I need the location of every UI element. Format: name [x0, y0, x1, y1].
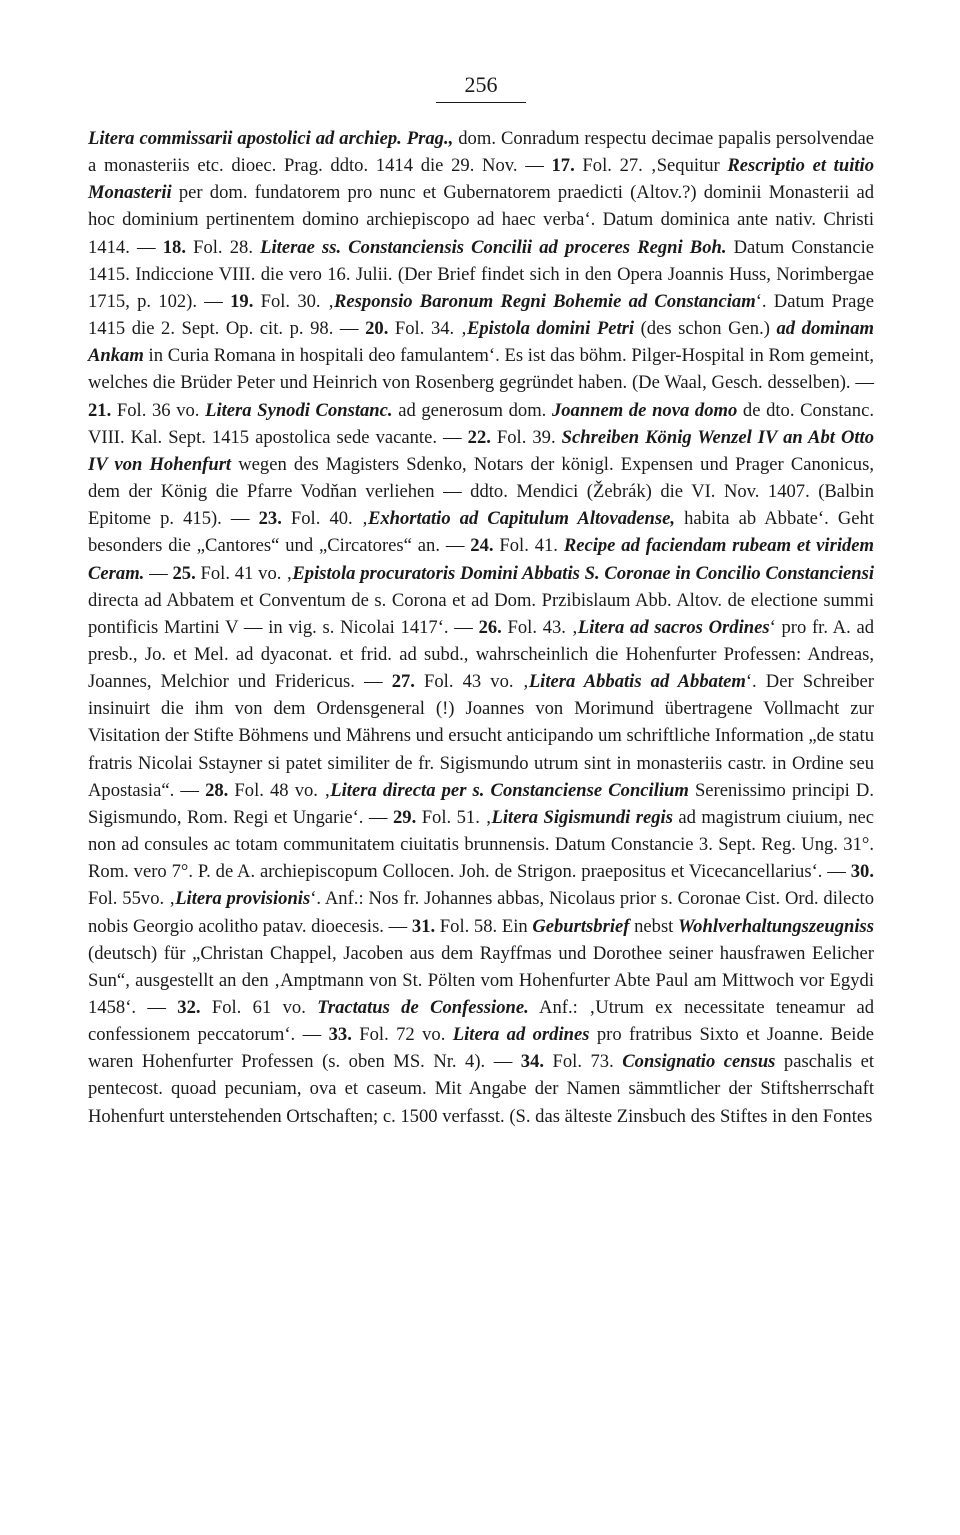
text-run: paschalis et pentecost. quoad pecuniam, ova et caseum. Mit Angabe der Namen sämmtlicher der Stiftsherrschaft Hohenfurt unterstehenden Ortschaften; c. 1500 verfasst. (S. das älteste Zinsbuch des Stiftes in den Fontes [88, 1051, 874, 1127]
italic-title: Litera provisionis [175, 888, 311, 910]
item-number: 18. [162, 236, 186, 258]
text-run: habita ab Abbate‘. Geht besonders die „Cantores“ und „Circatores“ an. — [88, 508, 874, 557]
item-number: 27. [391, 671, 415, 693]
italic-title: Epistola procuratoris Domini Abbatis S. Coronae in Concilio Constanciensi [292, 562, 874, 584]
text-run: ‘. Der Schreiber insinuirt die ihm von dem Ordensgeneral (!) Joannes von Morimund übertragene Vollmacht zur Visitation der Stifte Böhmens und Mährens und ersucht anticipando um schriftliche Information „de statu fratris Nicolai Sstayner si patet similiter de fr. Sigismundo utrum sint in monasteriis castr. in Ordine seu Apostasia“. — [88, 671, 874, 801]
item-number: 34. [520, 1051, 545, 1073]
item-number: 33. [328, 1024, 352, 1046]
italic-title: Litera ad sacros Ordines [577, 616, 770, 638]
text-run: de dto. Constanc. VIII. Kal. Sept. 1415 apostolica sede vacante. — [88, 399, 874, 448]
item-number: 31. [411, 915, 436, 937]
italic-title: Responsio Baronum Regni Bohemie ad Constanciam [334, 290, 756, 312]
text-run: Serenissimo principi D. Sigismundo, Rom. Regi et Ungarie‘. — [88, 779, 875, 828]
text-run: Fol. 39. [490, 426, 562, 448]
italic-title: Schreiben König Wenzel IV an Abt Otto IV von Hohenfurt [88, 426, 874, 475]
text-run: Anf.: ‚Utrum ex necessitate teneamur ad confessionem peccatorum‘. — [88, 997, 874, 1046]
text-run: Fol. 40. ‚ [281, 508, 368, 530]
item-number: 17. [551, 155, 575, 177]
italic-title: Literae ss. Constanciensis Concilii ad proceres Regni Boh. [260, 236, 727, 258]
text-run: nebst [629, 915, 679, 937]
italic-title: Litera Synodi Constanc. [205, 399, 393, 421]
text-run: ‘ pro fr. A. ad presb., Jo. et Mel. ad dyaconat. et frid. ad subd., wahrscheinlich die Hohenfurter Professen: Andreas, Joannes, Melchior und Fridericus. — [88, 616, 875, 693]
text-run: Fol. 48 vo. ‚ [228, 779, 331, 801]
text-run: in Curia Romana in hospitali deo famulantem‘. Es ist das böhm. Pilger-Hospital in Rom gemeint, welches die Brüder Peter und Heinrich von Rosenberg gegründet haben. (De Waal, Gesch. desselben). — [88, 345, 874, 394]
text-run: Fol. 58. Ein [435, 915, 533, 937]
text-run: directa ad Abbatem et Conventum de s. Corona et ad Dom. Przibislaum Abb. Altov. de electione summi pontificis Martini V — in vig. s. Nicolai 1417‘. — [88, 589, 874, 638]
text-run: — [144, 562, 173, 584]
item-number: 21. [88, 399, 112, 421]
text-run: Fol. 72 vo. [351, 1024, 453, 1046]
document-page [88, 72, 874, 1130]
text-run: Fol. 51. ‚ [416, 806, 492, 828]
text-run: (des schon Gen.) [634, 318, 777, 340]
italic-title: Litera directa per s. Constanciense Concilium [330, 779, 689, 801]
item-number: 22. [467, 426, 491, 448]
text-run: per dom. fundatorem pro nunc et Gubernatorem praedicti (Altov.?) dominii Monasterii ad hoc dominium pertinentem domino archiepiscopo ad haec verba‘. Datum dominica ante nativ. Christi 1414. — [88, 182, 874, 258]
item-number: 24. [470, 535, 494, 557]
text-run: ad magistrum ciuium, nec non ad consules ac totam communitatem ciuitatis brunnensis. Datum Constancie 3. Sept. Reg. Ung. 31°. Rom. vero 7°. P. de A. archiepiscopum Collocen. Joh. de Strigon. praepositus et Vicecancellarius‘. — [88, 806, 874, 883]
text-run: wegen des Magisters Sdenko, Notars der königl. Expensen und Prager Canonicus, dem der König die Pfarre Vodňan verliehen — ddto. Mendici (Žebrák) die VI. Nov. 1407. (Balbin Epitome p. 415). — [88, 453, 874, 530]
text-run: Fol. 41 vo. ‚ [195, 562, 293, 584]
text-run: Fol. 55vo. ‚ [88, 888, 176, 910]
italic-title: Litera commissarii apostolici ad archiep. Prag., [88, 128, 454, 149]
italic-title: Epistola domini Petri [466, 318, 635, 340]
italic-title: Geburtsbrief [532, 915, 630, 937]
text-run: Fol. 27. ‚Sequitur [574, 155, 728, 177]
text-run: Fol. 30. ‚ [253, 290, 335, 312]
text-run: Fol. 43. ‚ [501, 616, 578, 638]
item-number: 19. [230, 290, 254, 312]
italic-title: Litera Sigismundi regis [491, 806, 673, 828]
italic-title: Litera ad ordines [452, 1024, 590, 1046]
text-run: dom. Conradum respectu decimae papalis persolvendae a monasteriis etc. dioec. Prag. ddto. 1414 die 29. Nov. — [88, 128, 875, 177]
text-run: Fol. 41. [493, 535, 564, 557]
italic-title: Wohlverhaltungszeugniss [678, 915, 875, 937]
body-text [88, 125, 874, 1130]
item-number: 30. [850, 861, 874, 883]
text-run: Datum Constancie 1415. Indiccione VIII. die vero 16. Julii. (Der Brief findet sich in den Opera Joannis Huss, Norimbergae 1715, p. 102). — [88, 236, 875, 312]
item-number: 25. [172, 562, 196, 584]
page-number: 256 [436, 72, 526, 103]
text-run: Fol. 43 vo. ‚ [414, 671, 529, 693]
item-number: 29. [392, 806, 417, 828]
italic-title: Joannem de nova domo [551, 399, 738, 421]
italic-title: Exhortatio ad Capitulum Altovadense, [367, 508, 676, 530]
italic-title: Tractatus de Confessione. [317, 997, 529, 1018]
item-number: 26. [478, 616, 502, 638]
paragraph [88, 125, 874, 1130]
item-number: 28. [205, 779, 229, 801]
text-run: pro fratribus Sixto et Joanne. Beide waren Hohenfurter Professen (s. oben MS. Nr. 4). — [88, 1024, 874, 1073]
item-number: 23. [258, 508, 282, 530]
item-number: 20. [365, 318, 389, 340]
text-run: Fol. 36 vo. [111, 399, 206, 421]
italic-title: Consignatio census [622, 1051, 776, 1073]
text-run: Fol. 73. [544, 1051, 623, 1073]
italic-title: Recipe ad faciendam rubeam et viridem Ceram. [88, 535, 875, 584]
text-run: ad generosum dom. [392, 399, 552, 421]
text-run: Fol. 61 vo. [200, 997, 318, 1018]
text-run: Fol. 34. ‚ [388, 318, 467, 340]
item-number: 32. [177, 997, 201, 1018]
italic-title: Litera Abbatis ad Abbatem [528, 671, 746, 693]
text-run: Fol. 28. [185, 236, 261, 258]
text-run: ‘. Anf.: Nos fr. Johannes abbas, Nicolaus prior s. Coronae Cist. Ord. dilecto nobis Georgio acolitho patav. dioecesis. — [88, 888, 874, 937]
text-run: (deutsch) für „Christan Chappel, Jacoben aus dem Rayffmas und Dorothee seiner hausfrawen Eelicher Sun“, ausgestellt an den ‚Amptmann von St. Pölten vom Hohenfurter Abte Paul am Mittwoch vor Egydi 1458‘. — [88, 942, 874, 1018]
italic-title: ad dominam Ankam [88, 318, 874, 367]
text-run: ‘. Datum Prage 1415 die 2. Sept. Op. cit. p. 98. — [88, 290, 874, 340]
italic-title: Rescriptio et tuitio Monasterii [88, 155, 874, 204]
